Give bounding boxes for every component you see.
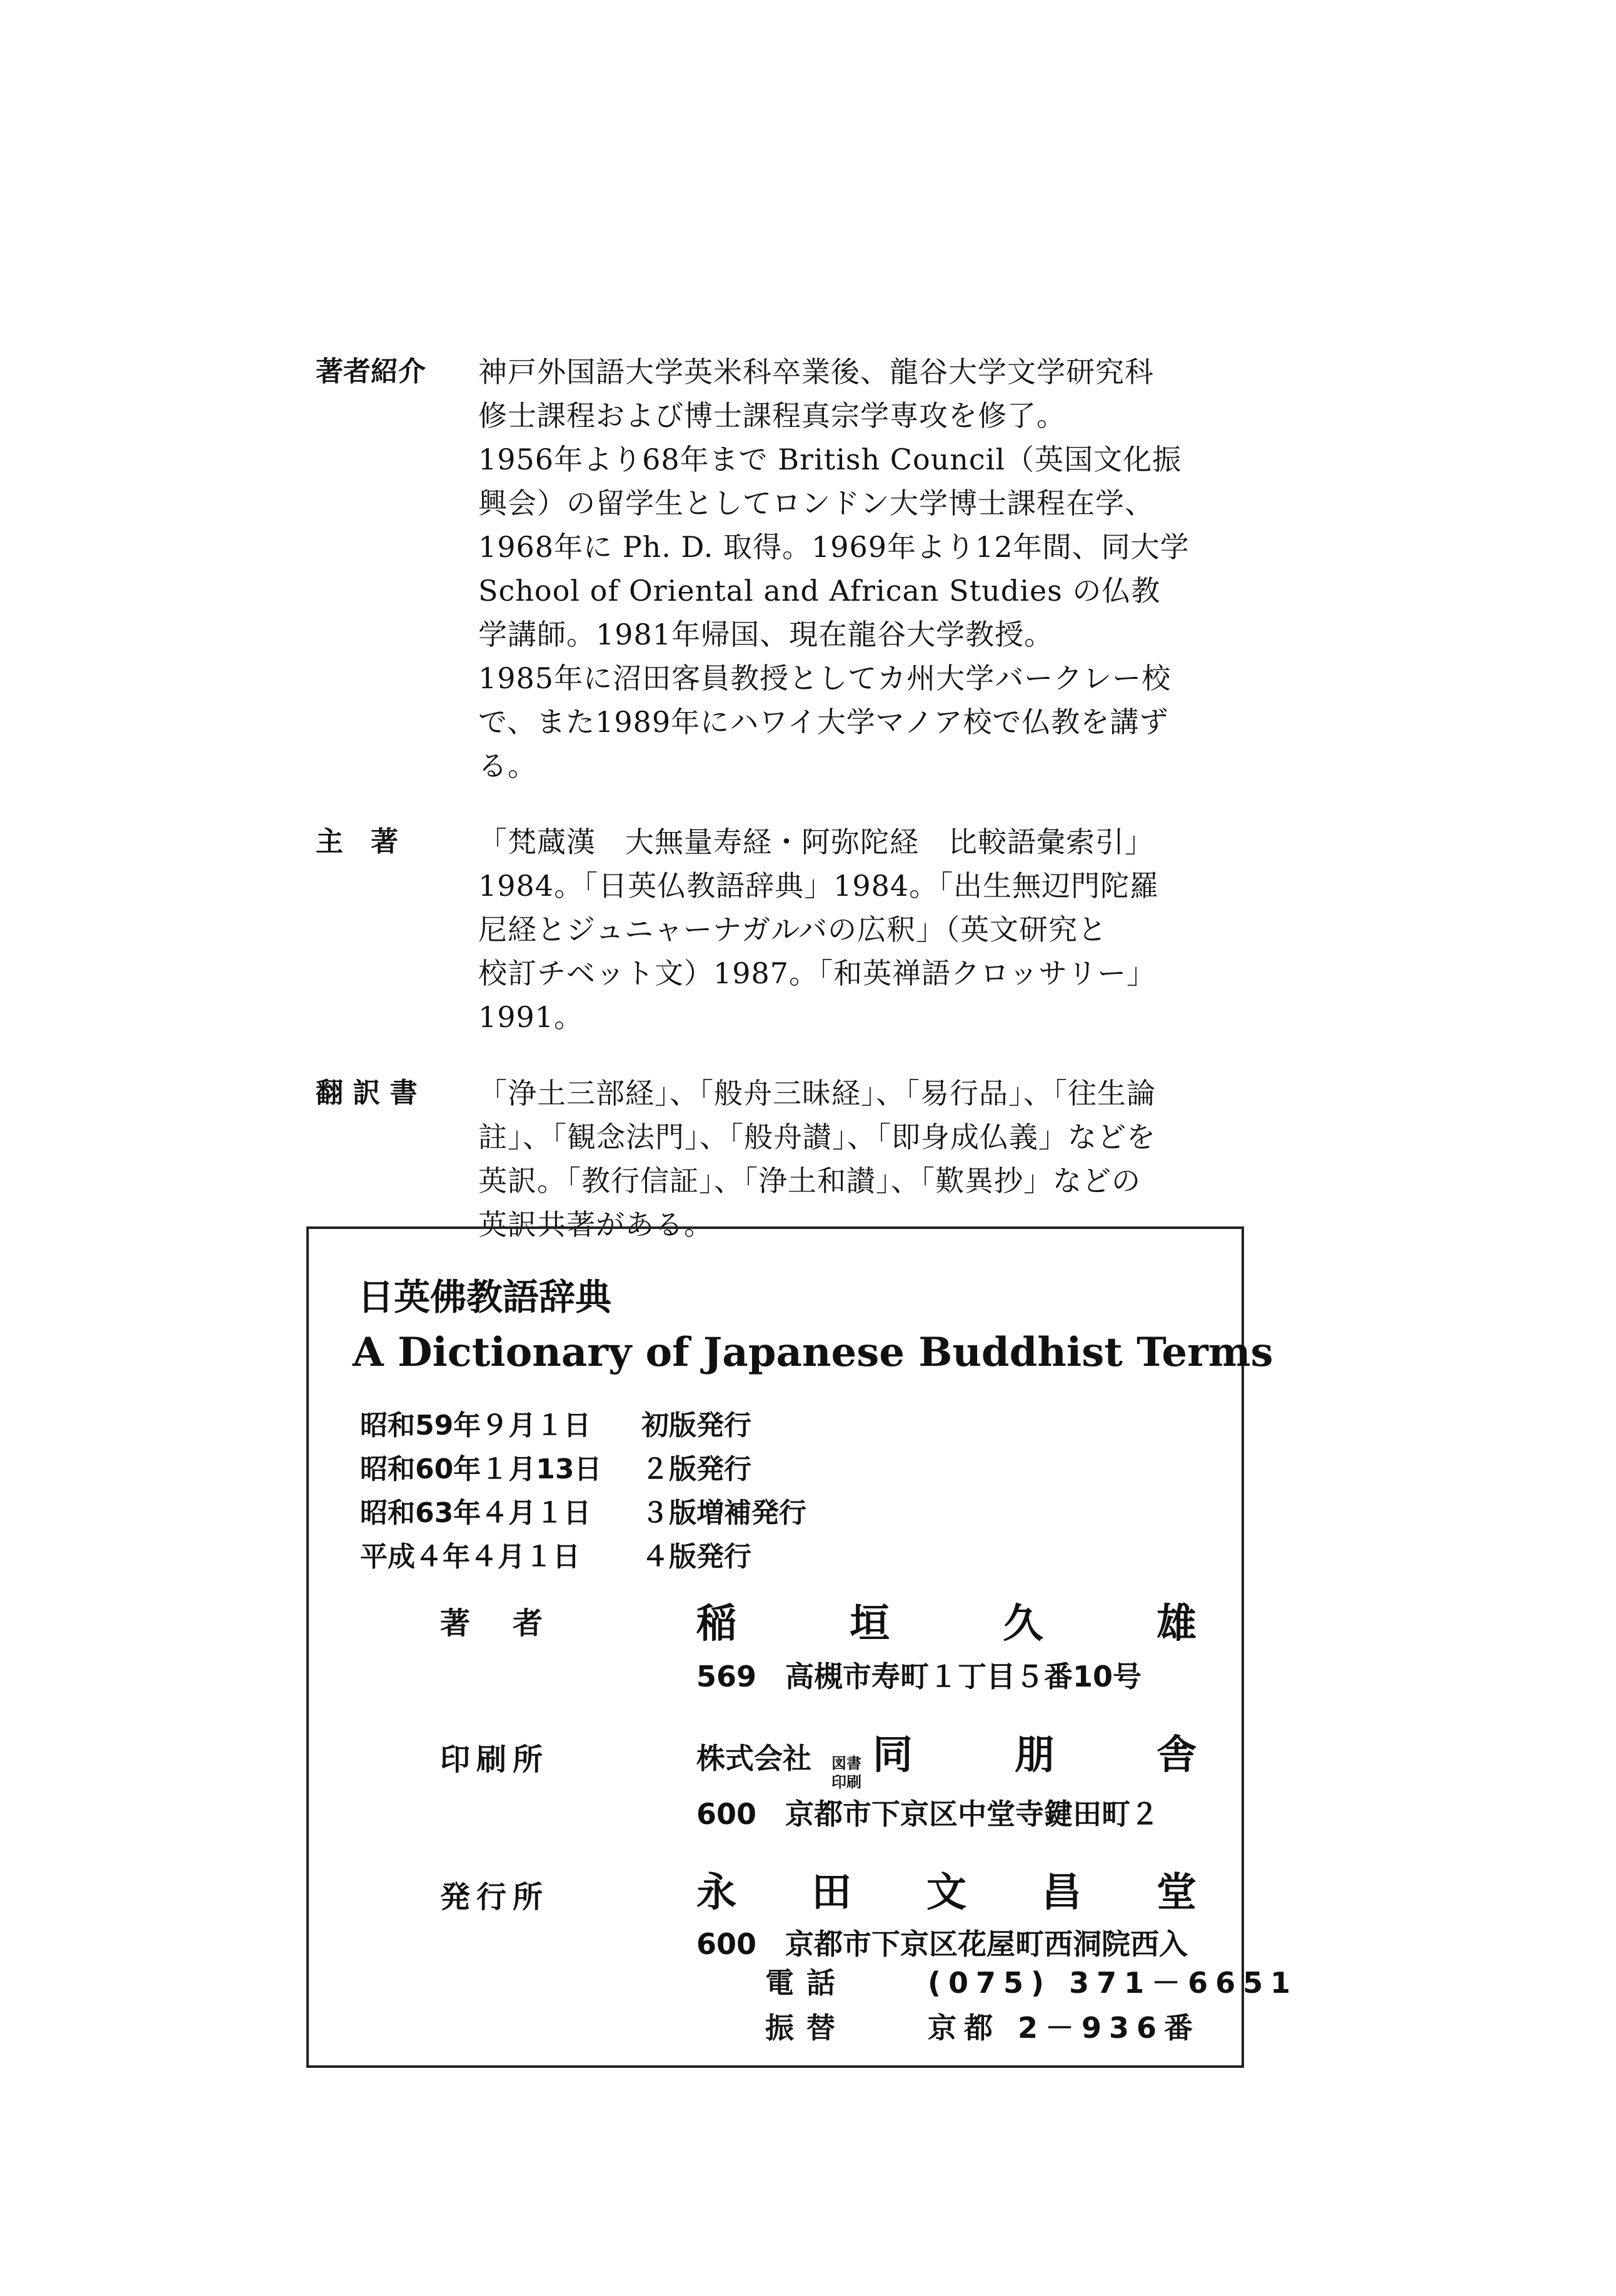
- translations-label: 翻 訳 書: [316, 1077, 418, 1109]
- author-bio-section: [316, 350, 1235, 1279]
- author-name: [696, 1592, 1197, 1649]
- bio-line: 修士課程および博士課程真宗学専攻を修了。: [478, 399, 1066, 433]
- author-name-char: 稲: [696, 1601, 736, 1647]
- translations-line: 英訳共著がある。: [478, 1208, 713, 1241]
- publisher-label: 発行所: [440, 1880, 550, 1915]
- printer-label: 印刷所: [440, 1742, 550, 1777]
- bio-line: 神戸外国語大学英米科卒業後、龍谷大学文学研究科: [478, 355, 1154, 389]
- printer-logo-mark: 図書印刷: [831, 1755, 861, 1791]
- author-intro-label: 著者紹介: [316, 356, 426, 388]
- transfer-account: 京都 2－936番: [928, 2011, 1201, 2045]
- author-intro-text: [478, 350, 1235, 788]
- works-line: 「梵蔵漢 大無量寿経・阿弥陀経 比較語彙索引」: [478, 825, 1154, 859]
- works-line: 尼経とジュニャーナガルバの広釈」（英文研究と: [478, 913, 1107, 946]
- main-works-row: [316, 820, 1235, 1039]
- translations-line: 註」、「観念法門」、「般舟讃」、「即身成仏義」などを: [478, 1120, 1156, 1154]
- author-address: 569 高槻市寿町１丁目５番10号: [696, 1660, 1142, 1693]
- publisher-name: [696, 1860, 1197, 1918]
- publisher-name-char: 永: [696, 1870, 736, 1916]
- edition-row: [360, 1448, 806, 1491]
- author-name-char: 雄: [1156, 1601, 1197, 1647]
- author-label: 著 者: [440, 1606, 550, 1641]
- edition-date: 昭和59年９月１日: [360, 1410, 591, 1441]
- bio-line: 興会）の留学生としてロンドン大学博士課程在学、: [478, 486, 1154, 520]
- author-intro-row: [316, 350, 1235, 788]
- bio-line: で、また1989年にハワイ大学マノア校で仏教を講ず: [478, 705, 1169, 739]
- publisher-name-char: 文: [926, 1870, 966, 1916]
- bio-line: る。: [478, 749, 537, 783]
- publisher-name-char: 田: [811, 1870, 851, 1916]
- printer-address: 600 京都市下京区中堂寺鍵田町２: [696, 1797, 1160, 1831]
- bio-line: 1956年より68年まで British Council（英国文化振: [478, 443, 1182, 476]
- transfer-label: 振替: [765, 2011, 848, 2045]
- main-works-label: 主 著: [316, 826, 398, 858]
- colophon-box: [306, 1226, 1298, 2068]
- phone-number: (075) 371－6651: [928, 1966, 1298, 2000]
- author-name-char: 久: [1003, 1601, 1043, 1647]
- publisher-name-char: 堂: [1157, 1870, 1197, 1916]
- translations-line: 英訳。「教行信証」、「浄土和讃」、「歎異抄」などの: [478, 1164, 1141, 1198]
- translations-text: [478, 1071, 1235, 1246]
- printer-name-char: 舎: [1157, 1732, 1197, 1778]
- publisher-contact: [765, 1960, 1298, 2050]
- printer-name-char: 朋: [1015, 1732, 1055, 1778]
- printer-name-char: 同: [873, 1732, 913, 1778]
- edition-note: ３版増補発行: [641, 1497, 806, 1529]
- phone-row: [765, 1960, 1298, 2005]
- printer-name-line: [696, 1723, 1197, 1793]
- edition-note: ４版発行: [641, 1541, 751, 1573]
- main-works-text: [478, 820, 1235, 1039]
- author-name-char: 垣: [850, 1601, 890, 1647]
- edition-row: [360, 1404, 806, 1448]
- works-line: 1984。「日英仏教語辞典」1984。「出生無辺門陀羅: [478, 869, 1160, 903]
- bio-line: 1985年に沼田客員教授としてカ州大学バークレー校: [478, 661, 1172, 695]
- bio-line: School of Oriental and African Studies の仏教: [478, 574, 1161, 608]
- edition-date: 昭和63年４月１日: [360, 1497, 591, 1529]
- edition-row: [360, 1491, 806, 1535]
- phone-label: 電話: [765, 1966, 848, 2000]
- transfer-row: [765, 2005, 1298, 2050]
- book-title-english: A Dictionary of Japanese Buddhist Terms: [353, 1329, 1273, 1376]
- publisher-address: 600 京都市下京区花屋町西洞院西入: [696, 1927, 1188, 1961]
- edition-note: ２版発行: [641, 1453, 751, 1485]
- publisher-name-char: 昌: [1041, 1870, 1082, 1916]
- edition-note: 初版発行: [641, 1410, 751, 1441]
- edition-row: [360, 1535, 806, 1579]
- works-line: 1991。: [478, 1000, 584, 1034]
- edition-history: [360, 1404, 806, 1579]
- printer-company-prefix: 株式会社: [696, 1742, 811, 1775]
- edition-date: 昭和60年１月13日: [360, 1453, 602, 1485]
- bio-line: 1968年に Ph. D. 取得。1969年より12年間、同大学: [478, 530, 1190, 564]
- translations-row: [316, 1071, 1235, 1246]
- printer-name: [873, 1723, 1197, 1780]
- translations-line: 「浄土三部経」、「般舟三昧経」、「易行品」、「往生論: [478, 1076, 1156, 1110]
- works-line: 校訂チベット文）1987。「和英禅語クロッサリー」: [478, 956, 1157, 990]
- book-title-japanese: 日英佛教語辞典: [358, 1276, 612, 1318]
- bio-line: 学講師。1981年帰国、現在龍谷大学教授。: [478, 618, 1054, 651]
- edition-date: 平成４年４月１日: [360, 1541, 580, 1573]
